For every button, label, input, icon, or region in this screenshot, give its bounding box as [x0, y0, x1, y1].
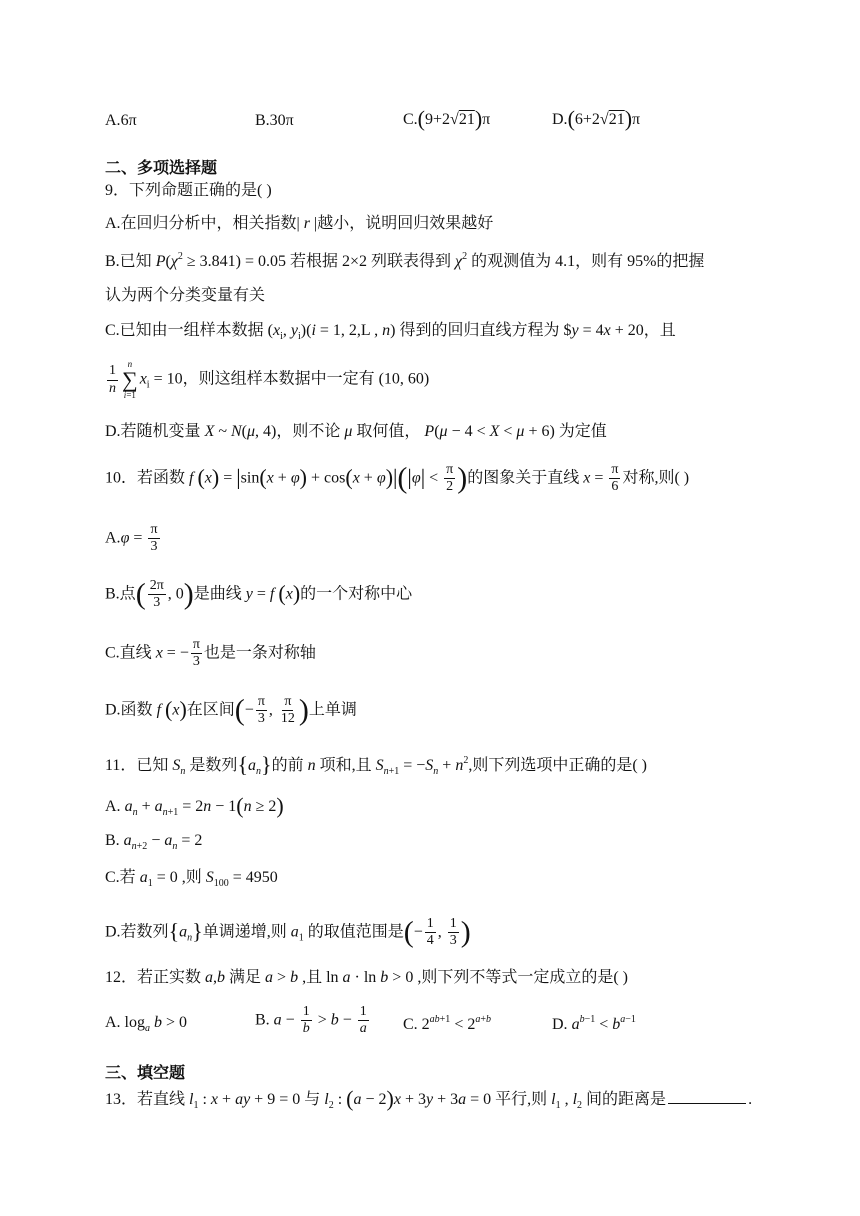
q9-option-b-line1: B.已知 $P(\chi^2 \ge 3.841) = 0.05$ 若根据 2×2 列联表得到 $\chi^2$ 的观测值为 4.1，则有 95%的把握: [105, 251, 705, 270]
q10-option-a: A.φ = $\frac{\pi}{3}$: [105, 522, 158, 555]
q12-option-a: A. $\log_a b > 0$: [105, 1014, 188, 1034]
q11-option-d: D.若数列$\{a_n\}$单调递增,则 $a_1$ 的取值范围是(− $\frac{1}{4}$ , $\frac{1}{3}$ ): [105, 915, 471, 949]
q9-option-c-line1: C.已知由一组样本数据 ($x_i$, $y_i)(i = 1$, 2,L , n) 得到的回归直线方程为 $y = 4x + 20，且: [105, 322, 676, 342]
q9-option-c-line2: $\frac{1}{n}$ n ∑ i=1 $x_i = 10$，则这组样本数据中一定有 (10, 60): [109, 359, 430, 400]
q8-option-d: D.(6+2√21)π: [552, 106, 641, 131]
q10-option-d: D.函数 f (x)在区间(− $\frac{\pi}{3}$ , $\frac{\pi}{12}$ )上单调: [105, 693, 357, 727]
q12-option-b: B. a − $\frac{1}{b}$ > b − $\frac{1}{a}$: [255, 1004, 367, 1037]
q10-option-b: B.点( $\frac{2\pi}{3}$ , 0)是曲线 y = f (x)的一个对称中心: [105, 577, 413, 611]
q9-option-a: A.在回归分析中，相关指数| r |越小，说明回归效果越好: [105, 215, 494, 232]
q8-option-a: A.6π: [105, 112, 137, 129]
q12-option-d: D. $a^{b-1} < b^{a-1}$: [552, 1014, 636, 1033]
answer-blank[interactable]: [668, 1089, 746, 1104]
q13-stem: 13．若直线 $l_1$ : x + ay + 9 = 0 与 $l_2$ : (a − 2)x + 3y + 3a = 0 平行,则 $l_1$ , $l_2$ 间的距离是 .: [105, 1086, 753, 1111]
section-heading-fill-in: 三、填空题: [105, 1063, 186, 1082]
q8-option-c: C.(9+2√21)π: [403, 106, 491, 131]
q8-option-b: B.30π: [255, 112, 294, 129]
q11-option-c: C.若 $a_1 = 0$ ,则 $S_{100} = 4950$: [105, 869, 278, 889]
q11-stem: 11．已知 $S_n$ 是数列$\{a_n\}$的前 n 项和,且 $S_{n+1} = -S_n + n^2$,则下列选项中正确的是( ): [105, 752, 647, 777]
q12-option-c: C. $2^{ab+1} < 2^{a+b}$: [403, 1014, 491, 1033]
q9-stem: 9．下列命题正确的是( ): [105, 182, 272, 199]
q9-option-b-line2: 认为两个分类变量有关: [105, 287, 266, 304]
q10-option-c: C.直线 x = − $\frac{\pi}{3}$ 也是一条对称轴: [105, 637, 316, 670]
q10-stem: 10．若函数 f (x) = |sin(x + φ) + cos(x + φ)|(|φ| < $\frac{\pi}{2}$ )的图象关于直线 x = $\frac{\pi}{6}$ 对称,则( ): [105, 461, 690, 495]
q12-stem: 12．若正实数 a,b 满足 a > b ,且 ln a · ln b > 0 ,则下列不等式一定成立的是( ): [105, 969, 628, 986]
section-heading-multiple-choice: 二、多项选择题: [105, 158, 218, 177]
q11-option-a: A. $a_n + a_{n+1} = 2n - 1(n \ge 2)$: [105, 793, 284, 818]
q9-option-d: D.若随机变量 X ~ N(μ, 4)，则不论 μ 取何值， P(μ − 4 < X < μ + 6) 为定值: [105, 423, 607, 440]
q11-option-b: B. $a_{n+2} - a_n = 2$: [105, 832, 203, 852]
